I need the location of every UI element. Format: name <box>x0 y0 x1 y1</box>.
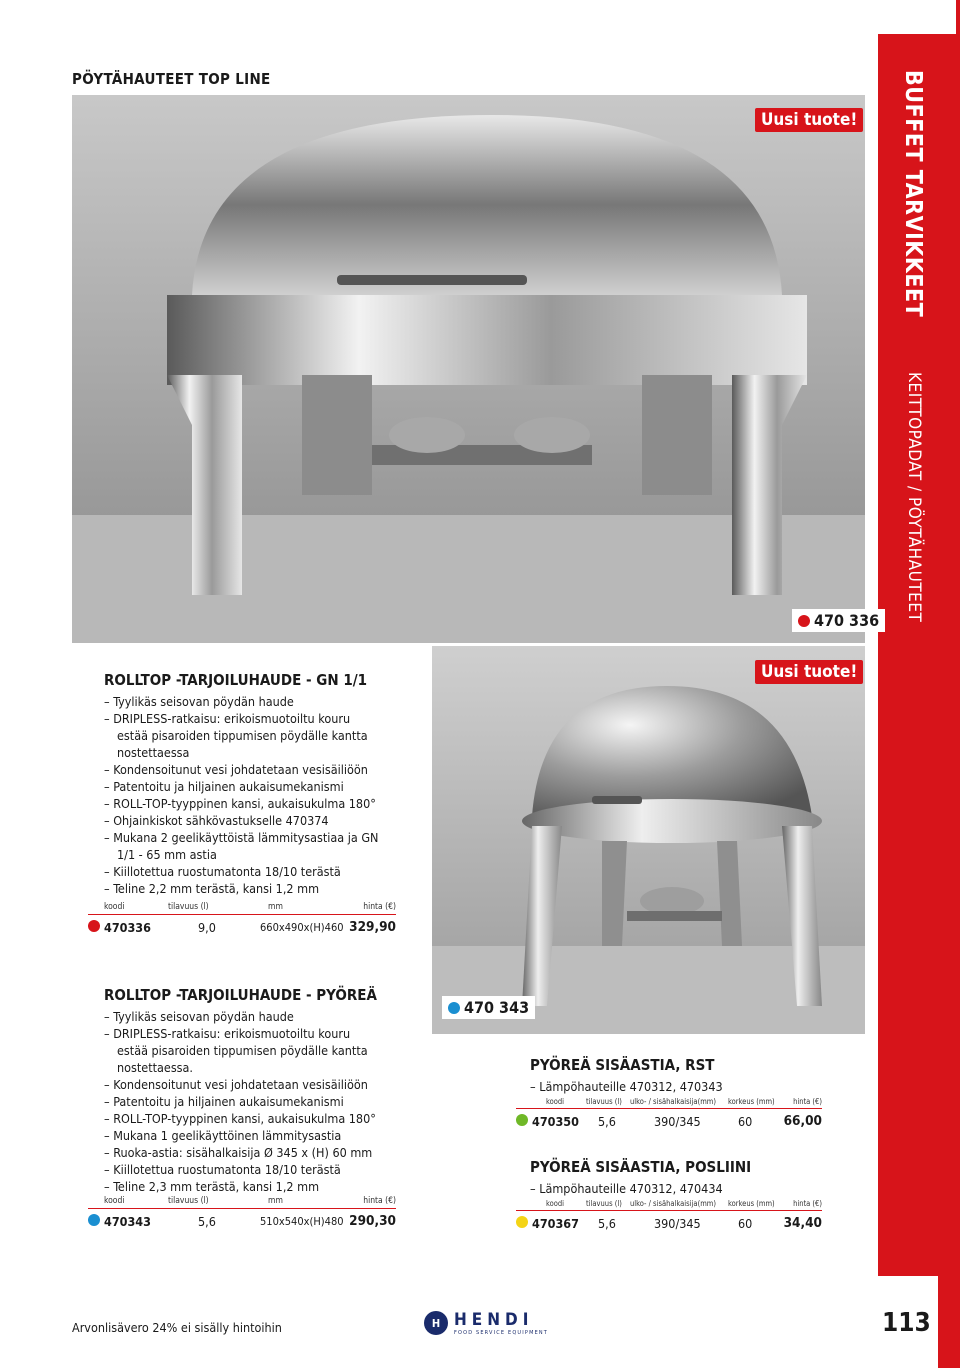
product-title: PYÖREÄ SISÄASTIA, POSLIINI <box>530 1158 752 1176</box>
feature-line: – ROLL-TOP-tyyppinen kansi, aukaisukulma 180° <box>104 796 376 811</box>
page-title: PÖYTÄHAUTEET TOP LINE <box>72 70 271 88</box>
product-title: ROLLTOP -TARJOILUHAUDE - PYÖREÄ <box>104 986 377 1004</box>
spec-header-dimensions: mm <box>268 1196 283 1206</box>
spec-header-volume: tilavuus (l) <box>586 1199 622 1208</box>
spec-volume: 5,6 <box>598 1215 616 1231</box>
feature-line: estää pisaroiden tippumisen pöydälle kantta <box>117 1043 368 1058</box>
spec-header-price: hinta (€) <box>793 1097 822 1106</box>
spec-volume: 5,6 <box>198 1213 216 1229</box>
new-product-badge: Uusi tuote! <box>755 660 863 684</box>
blue-dot-icon <box>448 1002 460 1014</box>
spec-header-dimensions: mm <box>268 902 283 912</box>
feature-line: – Kondensoitunut vesi johdatetaan vesisäiliöön <box>104 1077 368 1092</box>
red-dot-icon <box>798 615 810 627</box>
feature-line: – DRIPLESS-ratkaisu: erikoismuotoiltu kouru <box>104 1026 351 1041</box>
feature-line: – Lämpöhauteille 470312, 470434 <box>530 1181 723 1196</box>
vat-note: Arvonlisävero 24% ei sisälly hintoihin <box>72 1320 282 1335</box>
page-number: 113 <box>882 1308 931 1338</box>
feature-line: nostettaessa <box>117 745 190 760</box>
product-photo-round <box>432 646 865 1034</box>
sidebar-subtitle: KEITTOPADAT / PÖYTÄHAUTEET <box>904 372 924 623</box>
spec-header-diameter: ulko- / sisähalkaisija(mm) <box>630 1199 716 1208</box>
spec-price: 290,30 <box>349 1213 396 1229</box>
logo-name: HENDI <box>454 1310 534 1330</box>
red-dot-icon <box>88 920 100 932</box>
spec-height: 60 <box>738 1113 753 1129</box>
spec-header-volume: tilavuus (l) <box>586 1097 622 1106</box>
product-block-470367 <box>530 1158 751 1197</box>
feature-line: – Tyylikäs seisovan pöydän haude <box>104 694 294 709</box>
spec-table-470336 <box>88 902 396 935</box>
feature-line: – Tyylikäs seisovan pöydän haude <box>104 1009 294 1024</box>
spec-volume: 5,6 <box>598 1113 616 1129</box>
product-block-470343 <box>104 986 377 1195</box>
product-title: PYÖREÄ SISÄASTIA, RST <box>530 1056 715 1074</box>
spec-header-code: koodi <box>104 1196 125 1206</box>
feature-line: – Kiillotettua ruostumatonta 18/10 terästä <box>104 1162 341 1177</box>
feature-line: – Patentoitu ja hiljainen aukaisumekanismi <box>104 779 344 794</box>
spec-price: 66,00 <box>783 1113 822 1129</box>
rectangular-chafer-illustration <box>72 95 865 643</box>
spec-header-volume: tilavuus (l) <box>168 1196 209 1206</box>
spec-header <box>88 902 396 915</box>
spec-diameter: 390/345 <box>654 1215 701 1231</box>
photo-code-text: 470 343 <box>464 998 530 1017</box>
spec-row <box>88 1209 396 1229</box>
spec-header-height: korkeus (mm) <box>728 1097 775 1106</box>
new-product-badge: Uusi tuote! <box>755 108 863 132</box>
feature-line: nostettaessa. <box>117 1060 194 1075</box>
yellow-dot-icon <box>516 1216 528 1228</box>
spec-diameter: 390/345 <box>654 1113 701 1129</box>
feature-line: – Patentoitu ja hiljainen aukaisumekanismi <box>104 1094 344 1109</box>
sidebar-band-top <box>878 0 960 34</box>
feature-line: – Ohjainkiskot sähkövastukselle 470374 <box>104 813 329 828</box>
spec-volume: 9,0 <box>198 919 216 935</box>
photo-code-tag-470336 <box>792 609 885 632</box>
spec-header-diameter: ulko- / sisähalkaisija(mm) <box>630 1097 716 1106</box>
product-block-470350 <box>530 1056 723 1095</box>
product-block-470336 <box>104 671 378 897</box>
page-number-box <box>868 1276 938 1368</box>
spec-header-price: hinta (€) <box>363 1196 396 1206</box>
spec-code: 470343 <box>104 1213 151 1229</box>
feature-line: – Teline 2,3 mm terästä, kansi 1,2 mm <box>104 1179 320 1194</box>
spec-header-price: hinta (€) <box>793 1199 822 1208</box>
spec-dimensions: 660x490x(H)460 <box>260 920 344 934</box>
hendi-logo <box>424 1310 548 1336</box>
photo-code-tag-470343 <box>442 996 535 1019</box>
feature-line: – Ruoka-astia: sisähalkaisija Ø 345 x (H) 60 mm <box>104 1145 373 1160</box>
spec-code: 470336 <box>104 919 151 935</box>
feature-line: – DRIPLESS-ratkaisu: erikoismuotoiltu kouru <box>104 711 351 726</box>
product-photo-rectangular <box>72 95 865 643</box>
feature-line: – Mukana 1 geelikäyttöinen lämmitysastia <box>104 1128 342 1143</box>
spec-header <box>88 1196 396 1209</box>
spec-dimensions: 510x540x(H)480 <box>260 1214 344 1228</box>
spec-height: 60 <box>738 1215 753 1231</box>
spec-row <box>516 1211 822 1231</box>
spec-price: 34,40 <box>783 1215 822 1231</box>
spec-row <box>88 915 396 935</box>
round-chafer-illustration <box>432 646 865 1034</box>
blue-dot-icon <box>88 1214 100 1226</box>
spec-price: 329,90 <box>349 919 396 935</box>
spec-row <box>516 1109 822 1129</box>
spec-code: 470350 <box>532 1113 579 1129</box>
feature-line: – Teline 2,2 mm terästä, kansi 1,2 mm <box>104 881 320 896</box>
spec-header-code: koodi <box>546 1199 565 1208</box>
spec-header-price: hinta (€) <box>363 902 396 912</box>
photo-code-text: 470 336 <box>814 611 880 630</box>
feature-line: 1/1 - 65 mm astia <box>117 847 217 862</box>
spec-table-470367 <box>516 1199 822 1231</box>
spec-header <box>516 1097 822 1109</box>
feature-line: – Kondensoitunut vesi johdatetaan vesisäiliöön <box>104 762 368 777</box>
spec-table-470343 <box>88 1196 396 1229</box>
feature-line: – Mukana 2 geelikäyttöistä lämmitysastiaa ja GN <box>104 830 379 845</box>
sidebar-title: BUFFET TARVIKKEET <box>900 70 926 318</box>
spec-table-470350 <box>516 1097 822 1129</box>
spec-header-height: korkeus (mm) <box>728 1199 775 1208</box>
spec-header-code: koodi <box>104 902 125 912</box>
logo-tagline: FOOD SERVICE EQUIPMENT <box>454 1330 549 1336</box>
spec-header-volume: tilavuus (l) <box>168 902 209 912</box>
feature-line: estää pisaroiden tippumisen pöydälle kantta <box>117 728 368 743</box>
logo-mark-icon: H <box>424 1311 448 1335</box>
feature-line: – Kiillotettua ruostumatonta 18/10 terästä <box>104 864 341 879</box>
spec-header-code: koodi <box>546 1097 565 1106</box>
product-title: ROLLTOP -TARJOILUHAUDE - GN 1/1 <box>104 671 368 689</box>
feature-line: – Lämpöhauteille 470312, 470343 <box>530 1079 723 1094</box>
feature-line: – ROLL-TOP-tyyppinen kansi, aukaisukulma 180° <box>104 1111 376 1126</box>
green-dot-icon <box>516 1114 528 1126</box>
spec-header <box>516 1199 822 1211</box>
spec-code: 470367 <box>532 1215 579 1231</box>
